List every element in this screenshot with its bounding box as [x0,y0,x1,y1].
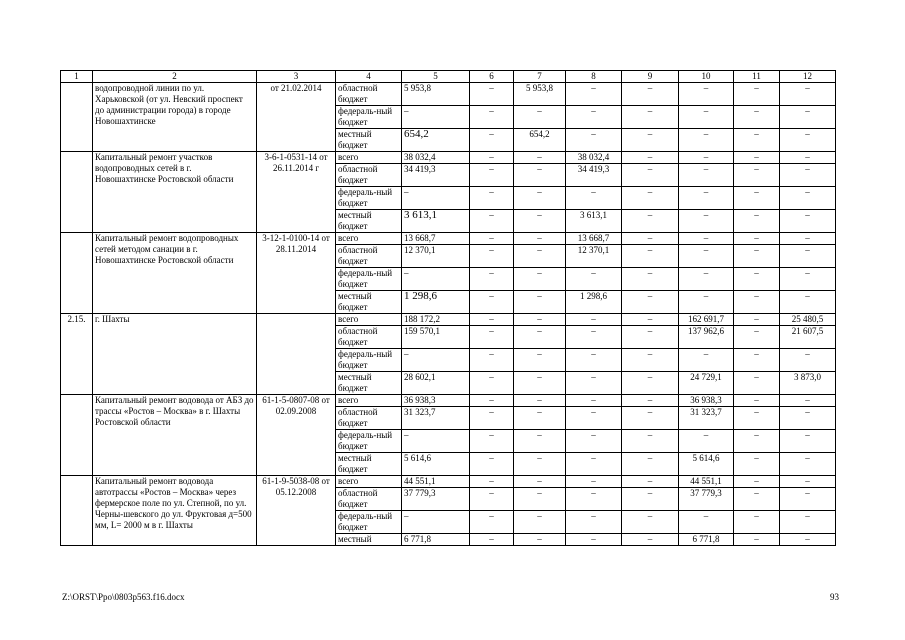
year-value: 137 962,6 [679,326,734,349]
total-value: 34 419,3 [402,164,470,187]
year-value: – [566,511,622,534]
header-cell: 6 [470,71,514,83]
year-value: – [622,210,679,233]
year-value: – [622,187,679,210]
total-value: 28 602,1 [402,372,470,395]
funding-source: областной бюджет [336,164,402,187]
year-value: – [679,187,734,210]
year-value: – [470,106,514,129]
year-value: – [734,511,780,534]
year-value: 21 607,5 [780,326,836,349]
document-code: 61-1-5-0807-08 от 02.09.2008 [257,395,336,476]
total-value: – [402,268,470,291]
year-value: – [470,395,514,407]
year-value: – [679,164,734,187]
year-value: – [622,314,679,326]
year-value: – [470,268,514,291]
row-index [61,476,93,546]
year-value: – [470,453,514,476]
year-value: 24 729,1 [679,372,734,395]
budget-table [60,70,836,546]
year-value: – [622,152,679,164]
header-cell: 3 [257,71,336,83]
year-value: – [566,395,622,407]
table-row [61,395,836,407]
total-value: – [402,430,470,453]
funding-source: всего [336,476,402,488]
year-value: – [679,349,734,372]
year-value: – [780,164,836,187]
year-value: – [514,187,566,210]
object-name: Капитальный ремонт водовода автотрассы «Ростов – Москва» через фермерское поле по ул. Степной, по ул. Черны-шевского до ул. Фруктовая д=500 мм, L= 2000 м в г. Шахты [93,476,257,546]
year-value: – [566,326,622,349]
year-value: – [566,268,622,291]
year-value: – [470,164,514,187]
year-value: – [734,534,780,546]
year-value: – [470,291,514,314]
year-value: – [622,372,679,395]
footer-file-path: Z:\ORST\Ppo\0803p563.f16.docx [62,592,185,602]
funding-source: местный бюджет [336,372,402,395]
year-value: – [734,476,780,488]
table-row [61,476,836,488]
year-value: – [734,164,780,187]
year-value: – [622,291,679,314]
year-value: 13 668,7 [566,233,622,245]
year-value: – [734,187,780,210]
year-value: – [470,210,514,233]
year-value: – [514,488,566,511]
total-value: 5 614,6 [402,453,470,476]
total-value: 36 938,3 [402,395,470,407]
year-value: – [780,83,836,106]
header-cell: 9 [622,71,679,83]
year-value: – [734,291,780,314]
header-cell: 10 [679,71,734,83]
year-value: – [470,476,514,488]
year-value: – [734,488,780,511]
document-code: от 21.02.2014 [257,83,336,152]
year-value: – [679,430,734,453]
year-value: – [470,245,514,268]
year-value: – [566,372,622,395]
year-value: – [622,106,679,129]
year-value: – [566,488,622,511]
year-value: – [780,129,836,152]
year-value: – [514,152,566,164]
object-name: г. Шахты [93,314,257,395]
total-value: 44 551,1 [402,476,470,488]
year-value: 162 691,7 [679,314,734,326]
year-value: – [622,488,679,511]
header-cell: 11 [734,71,780,83]
year-value: 3 873,0 [780,372,836,395]
year-value: – [780,152,836,164]
year-value: – [679,129,734,152]
year-value: – [734,152,780,164]
funding-source: местный бюджет [336,210,402,233]
year-value: 654,2 [514,129,566,152]
year-value: 25 480,5 [780,314,836,326]
year-value: – [470,349,514,372]
year-value: – [470,488,514,511]
year-value: – [622,349,679,372]
funding-source: федераль-ный бюджет [336,268,402,291]
table-row [61,314,836,326]
year-value: – [566,453,622,476]
year-value: – [734,349,780,372]
year-value: – [679,83,734,106]
year-value: – [514,164,566,187]
funding-source: областной бюджет [336,245,402,268]
year-value: – [566,314,622,326]
year-value: 12 370,1 [566,245,622,268]
year-value: 37 779,3 [679,488,734,511]
year-value: – [566,407,622,430]
year-value: 6 771,8 [679,534,734,546]
total-value: 37 779,3 [402,488,470,511]
year-value: 36 938,3 [679,395,734,407]
year-value: – [514,245,566,268]
year-value: – [566,106,622,129]
year-value: – [566,349,622,372]
year-value: – [622,430,679,453]
table-row [61,152,836,164]
year-value: – [734,83,780,106]
year-value: – [780,534,836,546]
year-value: – [734,407,780,430]
year-value: – [622,268,679,291]
year-value: – [780,187,836,210]
year-value: – [622,453,679,476]
year-value: – [566,187,622,210]
year-value: – [679,291,734,314]
year-value: 1 298,6 [566,291,622,314]
funding-source: всего [336,314,402,326]
year-value: – [679,233,734,245]
year-value: – [780,407,836,430]
year-value: – [734,372,780,395]
year-value: – [734,129,780,152]
header-cell: 2 [93,71,257,83]
year-value: 44 551,1 [679,476,734,488]
total-value: 159 570,1 [402,326,470,349]
year-value: – [514,534,566,546]
year-value: – [622,511,679,534]
year-value: – [470,187,514,210]
header-cell: 4 [336,71,402,83]
year-value: – [622,164,679,187]
year-value: – [780,245,836,268]
header-cell: 12 [780,71,836,83]
year-value: – [734,233,780,245]
year-value: – [780,430,836,453]
document-code: 3-6-1-0531-14 от 26.11.2014 г [257,152,336,233]
object-name: водопроводной линии по ул. Харьковской (от ул. Невский проспект до администрации города) в городе Новошахтинске [93,83,257,152]
funding-source: всего [336,395,402,407]
year-value: – [780,476,836,488]
document-code: 3-12-1-0100-14 от 28.11.2014 [257,233,336,314]
year-value: 5 614,6 [679,453,734,476]
year-value: – [514,326,566,349]
header-cell: 5 [402,71,470,83]
total-value: 3 613,1 [402,210,470,233]
year-value: – [514,511,566,534]
year-value: – [470,326,514,349]
year-value: – [514,430,566,453]
year-value: – [514,314,566,326]
year-value: – [470,430,514,453]
year-value: – [734,453,780,476]
row-index [61,152,93,233]
year-value: – [622,476,679,488]
year-value: – [679,210,734,233]
year-value: – [679,152,734,164]
funding-source: областной бюджет [336,488,402,511]
year-value: – [566,129,622,152]
total-value: 13 668,7 [402,233,470,245]
total-value: – [402,349,470,372]
year-value: – [780,106,836,129]
funding-source: местный бюджет [336,291,402,314]
total-value: 12 370,1 [402,245,470,268]
year-value: – [734,245,780,268]
year-value: – [566,83,622,106]
row-index [61,233,93,314]
total-value: 654,2 [402,129,470,152]
funding-source: федераль-ный бюджет [336,106,402,129]
year-value: – [514,476,566,488]
year-value: – [679,268,734,291]
header-cell: 1 [61,71,93,83]
year-value: – [622,233,679,245]
year-value: – [514,407,566,430]
year-value: – [622,129,679,152]
object-name: Капитальный ремонт водовода от АБЗ до трассы «Ростов – Москва» в г. Шахты Ростовской области [93,395,257,476]
total-value: – [402,511,470,534]
year-value: – [734,326,780,349]
funding-source: местный бюджет [336,129,402,152]
year-value: – [622,326,679,349]
funding-source: областной бюджет [336,326,402,349]
year-value: – [622,245,679,268]
table-row [61,83,836,106]
year-value: – [734,314,780,326]
year-value: – [780,233,836,245]
funding-source: областной бюджет [336,407,402,430]
table-row [61,233,836,245]
object-name: Капитальный ремонт участков водопроводных сетей в г. Новошахтинске Ростовской области [93,152,257,233]
row-index [61,395,93,476]
year-value: 31 323,7 [679,407,734,430]
year-value: – [780,453,836,476]
year-value: – [780,210,836,233]
total-value: – [402,106,470,129]
funding-source: федераль-ный бюджет [336,511,402,534]
year-value: – [734,268,780,291]
year-value: – [679,245,734,268]
year-value: – [780,349,836,372]
year-value: – [514,233,566,245]
row-index: 2.15. [61,314,93,395]
row-index [61,83,93,152]
year-value: – [780,291,836,314]
year-value: – [566,430,622,453]
total-value: – [402,187,470,210]
year-value: – [470,83,514,106]
total-value: 38 032,4 [402,152,470,164]
document-code [257,314,336,395]
funding-source: местный бюджет [336,453,402,476]
object-name: Капитальный ремонт водопроводных сетей методом санации в г. Новошахтинске Ростовской области [93,233,257,314]
year-value: – [566,534,622,546]
year-value: – [622,407,679,430]
page-number: 93 [830,592,839,602]
total-value: 31 323,7 [402,407,470,430]
year-value: – [514,349,566,372]
year-value: – [734,430,780,453]
funding-source: областной бюджет [336,83,402,106]
funding-source: федераль-ный бюджет [336,349,402,372]
year-value: – [470,152,514,164]
year-value: – [470,534,514,546]
year-value: – [514,372,566,395]
year-value: – [514,268,566,291]
year-value: – [514,395,566,407]
year-value: 34 419,3 [566,164,622,187]
year-value: – [470,314,514,326]
funding-source: всего [336,152,402,164]
year-value: – [566,476,622,488]
total-value: 5 953,8 [402,83,470,106]
year-value: – [679,511,734,534]
funding-source: местный [336,534,402,546]
year-value: 3 613,1 [566,210,622,233]
year-value: – [514,210,566,233]
year-value: – [470,407,514,430]
year-value: – [514,106,566,129]
year-value: – [622,395,679,407]
year-value: – [514,453,566,476]
year-value: – [514,291,566,314]
year-value: – [780,511,836,534]
year-value: 38 032,4 [566,152,622,164]
year-value: – [622,534,679,546]
year-value: – [679,106,734,129]
year-value: – [470,511,514,534]
year-value: 5 953,8 [514,83,566,106]
year-value: – [734,395,780,407]
funding-source: федераль-ный бюджет [336,430,402,453]
document-code: 61-1-9-5038-08 от 05.12.2008 [257,476,336,546]
header-cell: 7 [514,71,566,83]
funding-source: всего [336,233,402,245]
year-value: – [780,488,836,511]
total-value: 6 771,8 [402,534,470,546]
year-value: – [780,268,836,291]
header-row [61,71,836,83]
year-value: – [470,233,514,245]
year-value: – [470,129,514,152]
year-value: – [780,395,836,407]
header-cell: 8 [566,71,622,83]
year-value: – [470,372,514,395]
year-value: – [734,106,780,129]
total-value: 1 298,6 [402,291,470,314]
funding-source: федераль-ный бюджет [336,187,402,210]
year-value: – [622,83,679,106]
year-value: – [734,210,780,233]
total-value: 188 172,2 [402,314,470,326]
